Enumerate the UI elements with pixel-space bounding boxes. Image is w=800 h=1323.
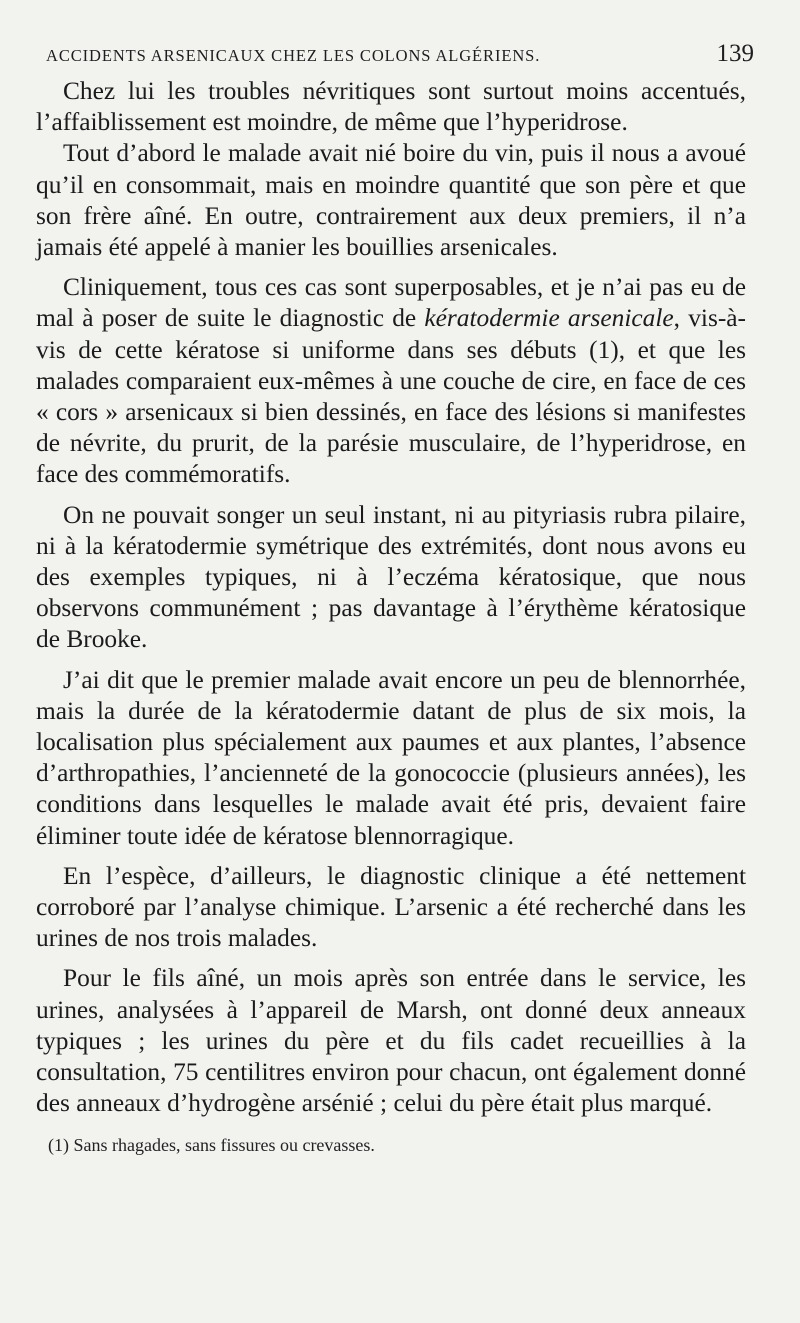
paragraph-6: En l’espèce, d’ailleurs, le diagnostic clinique a été nettement corroboré par l’analyse chimique. L’arsenic a été recherché dans les urines de nos trois malades. [36, 861, 746, 953]
paragraph-3-italic: kératodermie arsenicale [424, 304, 674, 333]
running-header [36, 40, 754, 68]
paragraph-2: Tout d’abord le malade avait nié boire du vin, puis il nous a avoué qu’il en consommait, mais en moindre quantité que son père et que son frère aîné. En outre, contrairement aux deux premiers, il n’a jamais été appelé à manier les bouillies arsenicales. [36, 139, 746, 262]
running-title: ACCIDENTS ARSENICAUX CHEZ LES COLONS ALGÉRIENS. [46, 46, 541, 65]
paragraph-4: On ne pouvait songer un seul instant, ni au pityriasis rubra pilaire, ni à la kératodermie symétrique des extrémités, dont nous avons eu des exemples typiques, ni à l’eczéma kératosique, que nous observons communément ; pas davantage à l’érythème kératosique de Brooke. [36, 500, 746, 654]
page-number: 139 [716, 40, 754, 67]
paragraph-3-after: , vis-à-vis de cette kératose si uniforme dans ses débuts (1), et que les malades comparaient eux-mêmes à une couche de cire, en face de ces « cors » arsenicaux si bien dessinés, en face des lésions si manifestes de névrite, du prurit, de la parésie musculaire, de l’hyperidrose, en face des commémoratifs. [36, 304, 747, 489]
body-text [36, 76, 746, 1120]
paragraph-7: Pour le fils aîné, un mois après son entrée dans le service, les urines, analysées à l’appareil de Marsh, ont donné deux anneaux typiques ; les urines du père et du fils cadet recueillies à la consultation, 75 centilitres environ pour chacun, ont également donné des anneaux d’hydrogène arsénié ; celui du père était plus marqué. [36, 964, 746, 1118]
paragraph-1: Chez lui les troubles névritiques sont surtout moins accentués, l’affaiblissement est moindre, de même que l’hyperidrose. [36, 77, 746, 137]
paragraph-3-before: Cliniquement, tous ces cas sont superposables, et je n’ai pas eu de mal à poser de suite le diagnostic de [36, 273, 746, 333]
paragraph-3 [36, 272, 746, 490]
footnote: (1) Sans rhagades, sans fissures ou crevasses. [48, 1134, 375, 1155]
paragraph-5: J’ai dit que le premier malade avait encore un peu de blennorrhée, mais la durée de la kératodermie datant de plus de six mois, la localisation plus spécialement aux paumes et aux plantes, l’absence d’arthropathies, l’ancienneté de la gonococcie (plusieurs années), les conditions dans lesquelles le malade avait été pris, devaient faire éliminer toute idée de kératose blennorragique. [36, 665, 746, 850]
